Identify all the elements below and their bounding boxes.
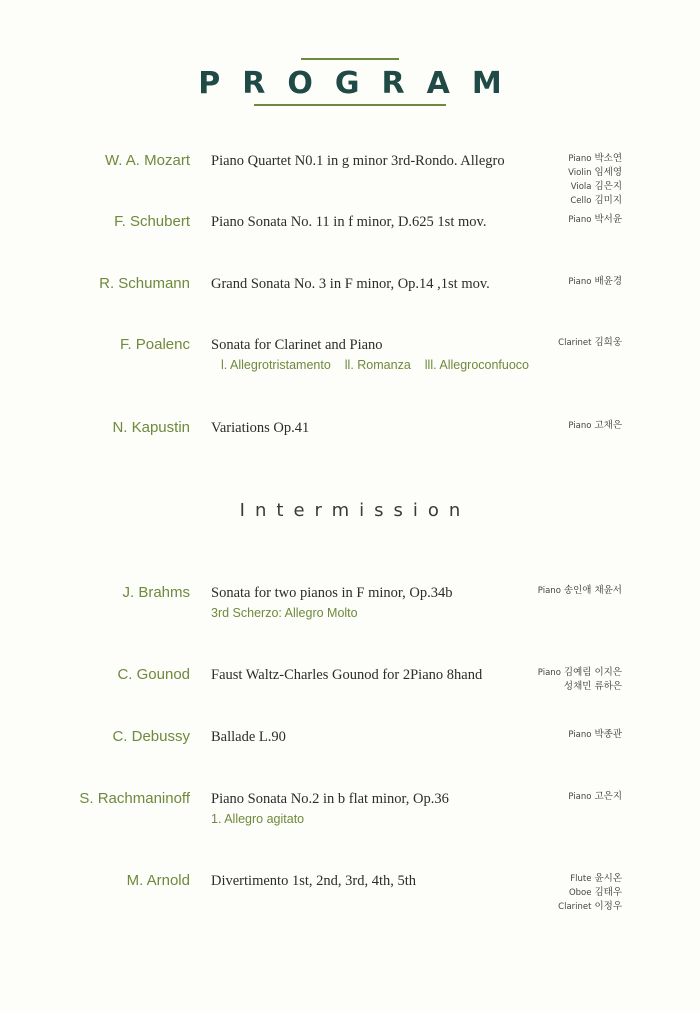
- performer-line: [568, 419, 622, 433]
- movement-list: [221, 357, 543, 373]
- performer-role: Piano: [537, 668, 561, 678]
- performer-line: [538, 680, 622, 694]
- performers-list: [558, 872, 622, 914]
- performer-name: 김미지: [594, 195, 622, 206]
- performer-role: Viola: [570, 182, 592, 192]
- program-header: [0, 56, 700, 112]
- performer-name: 이정우: [594, 901, 622, 912]
- movement-label: 3rd Scherzo: Allegro Molto: [211, 606, 358, 620]
- page-title: PROGRAM: [198, 66, 524, 101]
- performer-role: Piano: [537, 586, 561, 596]
- performers-list: [568, 213, 622, 227]
- performer-line: [568, 213, 622, 227]
- performer-line: [568, 194, 622, 208]
- piece-title: Piano Quartet N0.1 in g minor 3rd-Rondo. Allegro: [211, 153, 505, 169]
- performer-name: 윤시온: [594, 873, 622, 884]
- title-rule-bottom: [254, 104, 446, 106]
- performers-list: [538, 666, 622, 694]
- composer-name: N. Kapustin: [112, 419, 190, 436]
- performer-line: [558, 872, 622, 886]
- piece-title: Grand Sonata No. 3 in F minor, Op.14 ,1st mov.: [211, 276, 490, 292]
- performers-list: [568, 728, 622, 742]
- performer-name: 배윤경: [594, 276, 622, 287]
- performer-name: 송인애 채윤서: [563, 585, 622, 596]
- piece-title: Piano Sonata No.2 in b flat minor, Op.36: [211, 791, 449, 807]
- composer-name: W. A. Mozart: [104, 152, 190, 169]
- performer-line: [568, 166, 622, 180]
- piece-title: Sonata for two pianos in F minor, Op.34b: [211, 585, 453, 601]
- performer-line: [568, 180, 622, 194]
- performer-role: Piano: [568, 421, 592, 431]
- piece-title: Sonata for Clarinet and Piano: [211, 337, 383, 353]
- piece-title: Ballade L.90: [211, 729, 286, 745]
- performer-role: Piano: [568, 154, 592, 164]
- performer-name: 박서윤: [594, 214, 622, 225]
- composer-name: S. Rachmaninoff: [79, 790, 190, 807]
- composer-name: M. Arnold: [126, 872, 190, 889]
- intermission-heading: Intermission: [239, 500, 471, 521]
- composer-name: J. Brahms: [122, 584, 190, 601]
- composer-name: C. Debussy: [112, 728, 190, 745]
- movement-label: lll. Allegroconfuoco: [424, 358, 530, 372]
- movement-label: ll. Romanza: [344, 358, 411, 372]
- movement-label: 1. Allegro agitato: [211, 812, 305, 826]
- performer-line: [538, 584, 622, 598]
- performer-role: Piano: [568, 730, 592, 740]
- performer-role: Clarinet: [558, 338, 592, 348]
- performer-name: 김희웅: [594, 337, 622, 348]
- piece-title: Faust Waltz-Charles Gounod for 2Piano 8hand: [211, 667, 483, 683]
- performers-list: [538, 584, 622, 598]
- performer-role: Clarinet: [558, 902, 592, 912]
- composer-name: R. Schumann: [99, 275, 190, 292]
- performer-role: Violin: [568, 168, 592, 178]
- performer-name: 임세영: [594, 167, 622, 178]
- performer-line: [558, 336, 622, 350]
- performers-list: [568, 419, 622, 433]
- performer-name: 김은지: [594, 181, 622, 192]
- title-rule-top: [301, 58, 399, 60]
- movement-label: l. Allegrotristamento: [221, 358, 331, 372]
- performer-line: [538, 666, 622, 680]
- performer-role: Oboe: [568, 888, 592, 898]
- piece-title: Piano Sonata No. 11 in f minor, D.625 1st mov.: [211, 214, 487, 230]
- piece-title: Divertimento 1st, 2nd, 3rd, 4th, 5th: [211, 873, 416, 889]
- performer-line: [568, 728, 622, 742]
- performer-name: 고은지: [594, 791, 622, 802]
- performer-name: 박종관: [594, 729, 622, 740]
- performer-name: 박소연: [594, 153, 622, 164]
- performers-list: [568, 152, 622, 208]
- performer-name: 김태우: [594, 887, 622, 898]
- performers-list: [568, 790, 622, 804]
- composer-name: F. Poalenc: [119, 336, 190, 353]
- performer-name: 성채민 류하은: [563, 681, 622, 692]
- performer-line: [568, 275, 622, 289]
- performers-list: [568, 275, 622, 289]
- performer-role: Cello: [570, 196, 592, 206]
- composer-name: F. Schubert: [114, 213, 190, 230]
- performer-role: Piano: [568, 277, 592, 287]
- performer-name: 김예림 이지은: [563, 667, 622, 678]
- performers-list: [558, 336, 622, 350]
- piece-title: Variations Op.41: [211, 420, 310, 436]
- performer-line: [568, 790, 622, 804]
- performer-role: Piano: [568, 792, 592, 802]
- performer-line: [568, 152, 622, 166]
- composer-name: C. Gounod: [117, 666, 190, 683]
- performer-role: Flute: [570, 874, 592, 884]
- performer-name: 고채은: [594, 420, 622, 431]
- performer-line: [558, 900, 622, 914]
- performer-line: [558, 886, 622, 900]
- performer-role: Piano: [568, 215, 592, 225]
